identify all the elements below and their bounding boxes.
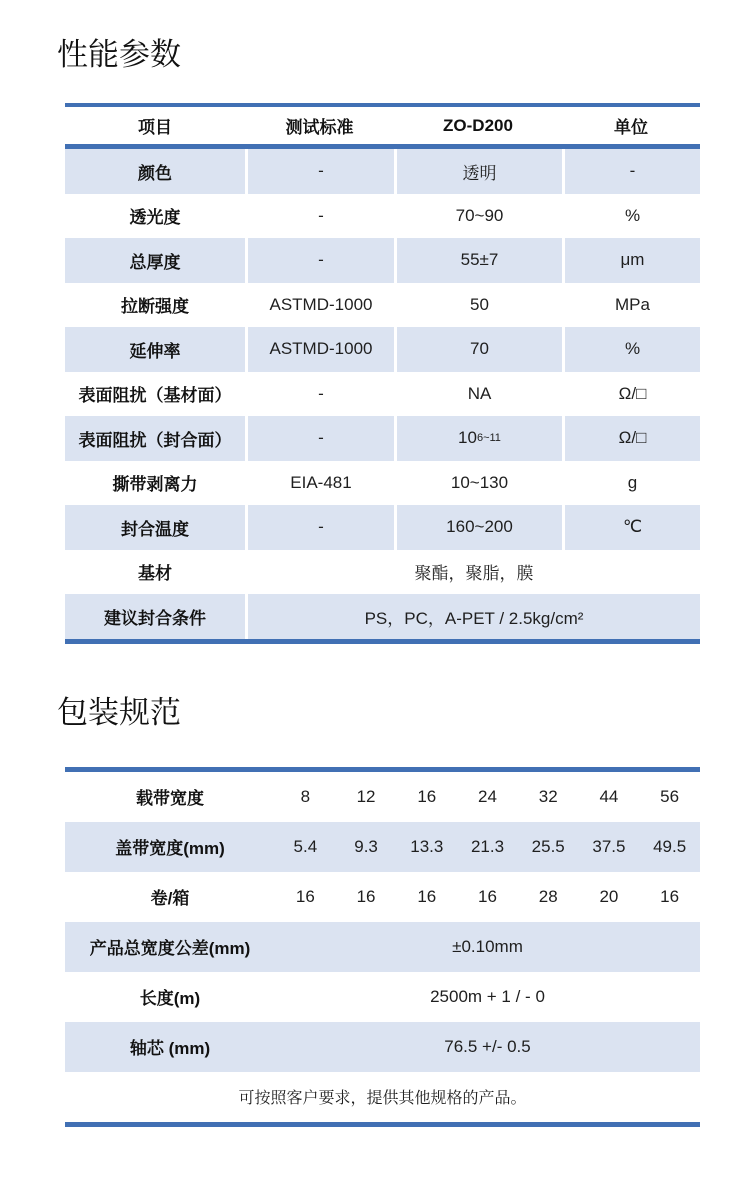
row-label: 总厚度: [129, 252, 181, 272]
row-label: 封合温度: [121, 519, 189, 539]
table-row: [65, 238, 700, 283]
cell-value: 24: [478, 786, 497, 806]
cell-value: 13.3: [410, 836, 444, 856]
cell-value: 32: [538, 786, 558, 806]
cell-unit: Ω/□: [562, 416, 700, 461]
cell-value: 25.5: [531, 836, 565, 856]
cell-merged-value: 2500m + 1 / - 0: [430, 986, 545, 1006]
cell-standard: -: [245, 416, 394, 461]
cell-value: 70: [394, 327, 562, 372]
row-label: 颜色: [138, 163, 172, 183]
performance-table-header: [65, 107, 700, 149]
table-row: [65, 872, 700, 922]
cell-value: 16: [417, 886, 437, 906]
row-label: 延伸率: [129, 341, 181, 361]
cell-value-superscript: 10 6~11: [394, 416, 562, 461]
cell-value: 16: [478, 886, 497, 906]
cell-value: 49.5: [653, 836, 687, 856]
row-label: 透光度: [129, 208, 181, 228]
cell-merged-value: ±0.10mm: [452, 936, 523, 956]
row-label: 载带宽度: [136, 789, 204, 808]
cell-standard: ASTMD-1000: [245, 327, 394, 372]
cell-unit: MPa: [562, 283, 700, 328]
cell-value: 20: [599, 886, 619, 906]
table-row: [65, 772, 700, 822]
cell-unit: μm: [562, 238, 700, 283]
cell-value: 160~200: [394, 505, 562, 550]
cell-value: 8: [300, 786, 311, 806]
table-row: [65, 149, 700, 194]
cell-value: NA: [394, 372, 562, 417]
table-row: [65, 372, 700, 417]
cell-value: 16: [660, 886, 680, 906]
cell-value: 12: [356, 786, 376, 806]
section-title-packaging: 包装规范: [57, 694, 181, 730]
row-label: 基材: [138, 564, 172, 584]
cell-value: 16: [295, 886, 315, 906]
cell-value: 56: [660, 786, 680, 806]
packaging-table: [65, 767, 700, 1127]
row-label: 拉断强度: [121, 297, 189, 317]
table-row: [65, 461, 700, 506]
table-row: [65, 505, 700, 550]
cell-merged-value: 聚酯，聚脂，膜: [245, 550, 700, 595]
row-label: 轴芯 (mm): [129, 1039, 211, 1058]
header-unit: 单位: [614, 118, 648, 137]
cell-value: 37.5: [592, 836, 626, 856]
row-label: 建议封合条件: [104, 608, 206, 628]
header-standard: 测试标准: [285, 118, 354, 137]
table-row-merged: [65, 550, 700, 595]
table-footnote: 可按照客户要求，提供其他规格的产品。: [65, 1072, 700, 1122]
cell-merged-value: 76.5 +/- 0.5: [444, 1036, 531, 1056]
table-row-merged: [65, 972, 700, 1022]
cell-value: 44: [599, 786, 619, 806]
cell-value: 16: [356, 886, 376, 906]
cell-unit: ℃: [562, 505, 700, 550]
cell-unit: g: [562, 461, 700, 506]
table-row: [65, 194, 700, 239]
table-row-merged: [65, 594, 700, 639]
cell-standard: EIA-481: [245, 461, 394, 506]
cell-value: 70~90: [394, 194, 562, 239]
table-row: [65, 416, 700, 461]
cell-standard: -: [245, 149, 394, 194]
row-label: 卷/箱: [150, 889, 190, 908]
row-label: 表面阻扰（封合面）: [78, 430, 232, 450]
table-row-merged: [65, 1022, 700, 1072]
cell-value: 50: [394, 283, 562, 328]
value-base: 10: [458, 428, 477, 448]
cell-value: 55±7: [394, 238, 562, 283]
section-title-performance: 性能参数: [57, 37, 181, 72]
cell-unit: %: [562, 327, 700, 372]
cell-standard: -: [245, 372, 394, 417]
cell-value: 21.3: [470, 836, 505, 856]
cell-standard: -: [245, 194, 394, 239]
table-row: [65, 283, 700, 328]
cell-standard: -: [245, 505, 394, 550]
cell-value: 28: [538, 886, 558, 906]
table-row: [65, 822, 700, 872]
cell-value: 透明: [394, 149, 562, 194]
cell-value: 16: [417, 786, 437, 806]
row-label: 产品总宽度公差(mm): [89, 939, 251, 958]
table-row: [65, 327, 700, 372]
row-label: 长度(m): [139, 989, 201, 1008]
cell-standard: -: [245, 238, 394, 283]
cell-merged-value: PS，PC，A-PET / 2.5kg/cm²: [245, 594, 700, 639]
cell-value: 10~130: [394, 461, 562, 506]
cell-value: 9.3: [354, 836, 378, 856]
cell-unit: -: [562, 149, 700, 194]
header-model: ZO-D200: [443, 115, 513, 135]
cell-unit: %: [562, 194, 700, 239]
cell-value: 5.4: [293, 836, 318, 856]
row-label: 盖带宽度(mm): [115, 839, 225, 858]
table-row-merged: [65, 922, 700, 972]
cell-standard: ASTMD-1000: [245, 283, 394, 328]
header-item: 项目: [138, 118, 172, 137]
performance-table: [65, 103, 700, 644]
cell-unit: Ω/□: [562, 372, 700, 417]
row-label: 撕带剥离力: [112, 475, 198, 495]
row-label: 表面阻扰（基材面）: [78, 386, 232, 406]
